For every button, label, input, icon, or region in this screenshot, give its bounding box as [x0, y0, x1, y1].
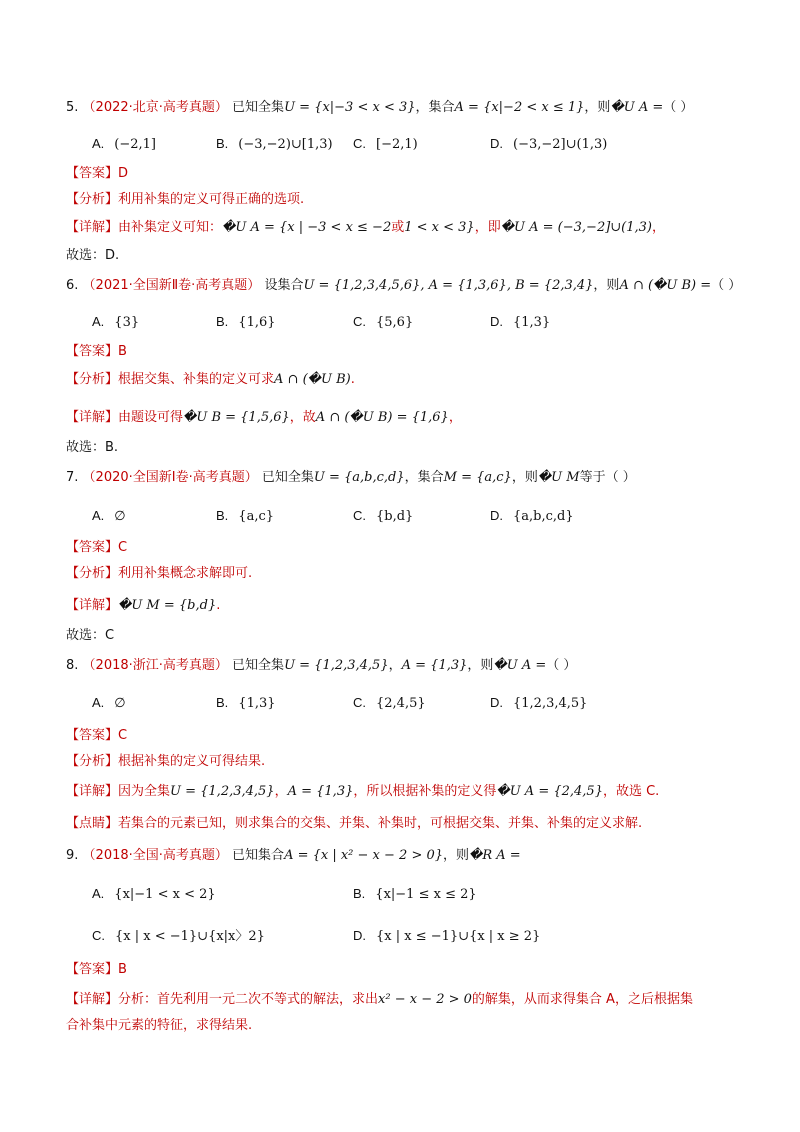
detail-math: �U M = {b,d} — [118, 598, 217, 613]
question-number: 5. — [66, 100, 79, 115]
detail-text: ， — [274, 784, 288, 799]
stem-math: �U A = — [493, 658, 547, 673]
answer-value: D — [118, 166, 129, 181]
option-a[interactable] — [92, 506, 126, 527]
option-value: {1,6} — [238, 315, 276, 330]
option-label: A. — [92, 314, 105, 329]
option-value: {5,6} — [376, 315, 414, 330]
analysis-line — [66, 564, 756, 584]
analysis-line — [66, 752, 756, 772]
analysis-tag: 【分析】 — [66, 192, 119, 207]
stem-text: 已知全集 — [232, 658, 285, 673]
point-text: 若集合的元素已知，则求集合的交集、并集、补集时，可根据交集、并集、补集的定义求解. — [118, 816, 643, 831]
option-a[interactable] — [92, 134, 156, 155]
detail-text: ， — [652, 220, 666, 235]
option-value: ∅ — [114, 509, 126, 524]
option-value: {a,b,c,d} — [513, 509, 574, 524]
question-5-stem — [66, 98, 756, 118]
option-value: {1,3} — [513, 315, 551, 330]
stem-math: A ∩ (�U B) = — [619, 278, 712, 293]
option-b[interactable] — [216, 134, 333, 155]
stem-math: A = {x|−2 < x ≤ 1} — [454, 100, 585, 115]
stem-text: ，则 — [593, 278, 620, 293]
option-value: {x | x ≤ −1}∪{x | x ≥ 2} — [376, 929, 541, 944]
analysis-text: 利用补集的定义可得正确的选项. — [118, 192, 305, 207]
option-c[interactable] — [353, 693, 426, 714]
option-label: A. — [92, 886, 105, 901]
option-value: {x|−1 ≤ x ≤ 2} — [375, 887, 477, 902]
conclusion-line: 故选：C — [66, 628, 115, 643]
option-label: B. — [216, 314, 229, 329]
stem-math: �R A = — [469, 848, 521, 863]
option-label: C. — [353, 136, 366, 151]
question-source: （2020·全国新Ⅰ卷·高考真题） — [82, 470, 258, 485]
stem-text: 已知全集 — [261, 470, 314, 485]
stem-text: ，集合 — [415, 100, 455, 115]
option-b[interactable] — [353, 884, 477, 905]
option-c[interactable] — [92, 926, 265, 947]
detail-line — [66, 218, 756, 238]
option-label: D. — [490, 508, 503, 523]
analysis-text: 根据补集的定义可得结果. — [118, 754, 266, 769]
answer-line — [66, 960, 756, 980]
stem-text: ，则 — [467, 658, 494, 673]
detail-tag: 【详解】 — [66, 598, 119, 613]
stem-text: 等于（ ） — [579, 470, 636, 485]
detail-math: �U A = {x | −3 < x ≤ −2 — [222, 220, 392, 235]
detail-text: 或 — [391, 220, 405, 235]
option-b[interactable] — [216, 312, 276, 333]
answer-line — [66, 342, 756, 362]
answer-value: C — [118, 540, 128, 555]
question-7-stem — [66, 468, 756, 488]
question-9-options-row2 — [92, 926, 732, 946]
detail-math: x² − x − 2 > 0 — [378, 992, 472, 1007]
option-value: (−2,1] — [114, 137, 157, 152]
option-value: {a,c} — [238, 509, 275, 524]
stem-text: ，则 — [584, 100, 611, 115]
option-label: B. — [216, 508, 229, 523]
question-number: 8. — [66, 658, 79, 673]
option-d[interactable] — [490, 693, 587, 714]
question-number: 7. — [66, 470, 79, 485]
detail-math: 1 < x < 3} — [404, 220, 475, 235]
detail-text: ，所以根据补集的定义得 — [353, 784, 497, 799]
detail-math: �U A = (−3,−2]∪(1,3) — [500, 220, 652, 235]
answer-tag: 【答案】 — [66, 728, 119, 743]
option-label: C. — [353, 508, 366, 523]
option-label: D. — [353, 928, 366, 943]
option-value: ∅ — [114, 696, 126, 711]
option-a[interactable] — [92, 884, 216, 905]
detail-line-2 — [66, 1016, 756, 1036]
question-6-options — [92, 312, 732, 332]
option-label: A. — [92, 136, 105, 151]
option-value: (−3,−2)∪[1,3) — [238, 137, 333, 152]
question-source: （2022·北京·高考真题） — [82, 100, 228, 115]
stem-math: U = {1,2,3,4,5} — [284, 658, 389, 673]
answer-tag: 【答案】 — [66, 540, 119, 555]
analysis-text: 利用补集概念求解即可. — [118, 566, 253, 581]
detail-tag: 【详解】 — [66, 410, 119, 425]
analysis-text: . — [350, 372, 355, 387]
option-label: D. — [490, 314, 503, 329]
option-d[interactable] — [490, 134, 607, 155]
stem-math: U = {x|−3 < x < 3} — [284, 100, 416, 115]
option-label: A. — [92, 508, 105, 523]
stem-math: �U A = — [610, 100, 664, 115]
option-d[interactable] — [353, 926, 540, 947]
answer-line — [66, 726, 756, 746]
stem-text: （ ） — [546, 658, 577, 673]
option-label: D. — [490, 695, 503, 710]
stem-text: 已知全集 — [232, 100, 285, 115]
question-number: 6. — [66, 278, 79, 293]
detail-tag: 【详解】 — [66, 992, 119, 1007]
stem-math: U = {1,2,3,4,5,6}, A = {1,3,6}, B = {2,3,4} — [303, 278, 594, 293]
point-line — [66, 814, 756, 834]
stem-math: �U M — [537, 470, 580, 485]
option-a[interactable] — [92, 312, 139, 333]
question-source: （2021·全国新Ⅱ卷·高考真题） — [82, 278, 261, 293]
detail-math: �U B = {1,5,6} — [183, 410, 290, 425]
option-label: C. — [353, 695, 366, 710]
stem-text: 设集合 — [264, 278, 304, 293]
answer-value: B — [118, 344, 127, 359]
detail-text: . — [216, 598, 221, 613]
option-label: B. — [216, 695, 229, 710]
analysis-math: A ∩ (�U B) — [274, 372, 351, 387]
stem-text: （ ） — [711, 278, 742, 293]
option-a[interactable] — [92, 693, 126, 714]
question-7-options — [92, 506, 732, 526]
option-label: B. — [353, 886, 366, 901]
answer-tag: 【答案】 — [66, 344, 119, 359]
stem-text: ， — [388, 658, 402, 673]
option-value: {b,d} — [376, 509, 414, 524]
option-value: {x | x < −1}∪{x|x〉2} — [115, 929, 265, 944]
option-value: {2,4,5} — [376, 696, 426, 711]
option-value: {3} — [114, 315, 140, 330]
question-9-options-row1 — [92, 884, 732, 904]
option-label: C. — [92, 928, 105, 943]
conclusion-line: 故选：D. — [66, 248, 120, 263]
option-label: D. — [490, 136, 503, 151]
detail-text: 由补集定义可知： — [118, 220, 223, 235]
analysis-text: 根据交集、补集的定义可求 — [118, 372, 275, 387]
answer-tag: 【答案】 — [66, 962, 119, 977]
answer-tag: 【答案】 — [66, 166, 119, 181]
stem-math: A = {x | x² − x − 2 > 0} — [284, 848, 444, 863]
detail-math: �U A = {2,4,5} — [496, 784, 603, 799]
answer-value: B — [118, 962, 127, 977]
point-tag: 【点睛】 — [66, 816, 119, 831]
detail-tag: 【详解】 — [66, 784, 119, 799]
question-5-options — [92, 134, 732, 154]
answer-value: C — [118, 728, 128, 743]
analysis-tag: 【分析】 — [66, 566, 119, 581]
option-value: {1,3} — [238, 696, 276, 711]
option-value: {x|−1 < x < 2} — [114, 887, 216, 902]
option-d[interactable] — [490, 312, 550, 333]
detail-math: U = {1,2,3,4,5} — [170, 784, 275, 799]
option-value: (−3,−2]∪(1,3) — [513, 137, 608, 152]
stem-text: ，集合 — [404, 470, 444, 485]
detail-line — [66, 782, 756, 802]
option-c[interactable] — [353, 506, 413, 527]
stem-text: 已知集合 — [232, 848, 285, 863]
answer-line — [66, 164, 756, 184]
detail-text: 由题设可得 — [118, 410, 184, 425]
option-label: B. — [216, 136, 229, 151]
option-label: C. — [353, 314, 366, 329]
detail-text: ，故选 C. — [602, 784, 660, 799]
option-d[interactable] — [490, 506, 574, 527]
analysis-tag: 【分析】 — [66, 754, 119, 769]
detail-text: 分析：首先利用一元二次不等式的解法，求出 — [118, 992, 379, 1007]
option-b[interactable] — [216, 506, 274, 527]
analysis-line — [66, 190, 756, 210]
detail-text: 的解集，从而求得集合 A，之后根据集 — [471, 992, 693, 1007]
option-c[interactable] — [353, 134, 418, 155]
option-value: {1,2,3,4,5} — [513, 696, 588, 711]
option-label: A. — [92, 695, 105, 710]
option-value: [−2,1) — [376, 137, 418, 152]
stem-math: U = {a,b,c,d} — [313, 470, 405, 485]
question-source: （2018·全国·高考真题） — [82, 848, 228, 863]
detail-text: ，故 — [289, 410, 316, 425]
detail-line — [66, 408, 756, 428]
detail-text: ， — [448, 410, 462, 425]
analysis-tag: 【分析】 — [66, 372, 119, 387]
question-6-stem — [66, 276, 756, 296]
detail-text: ，即 — [474, 220, 501, 235]
stem-math: A = {1,3} — [401, 658, 468, 673]
question-number: 9. — [66, 848, 79, 863]
stem-text: ，则 — [511, 470, 538, 485]
stem-text: （ ） — [663, 100, 694, 115]
conclusion-line: 故选：B. — [66, 440, 119, 455]
stem-math: M = {a,c} — [443, 470, 512, 485]
detail-text: 因为全集 — [118, 784, 171, 799]
detail-math: A = {1,3} — [287, 784, 354, 799]
stem-text: ，则 — [443, 848, 470, 863]
detail-text: 合补集中元素的特征，求得结果. — [66, 1018, 253, 1033]
question-source: （2018·浙江·高考真题） — [82, 658, 228, 673]
analysis-line — [66, 370, 756, 390]
question-8-options — [92, 693, 732, 713]
detail-line — [66, 990, 756, 1010]
detail-math: A ∩ (�U B) = {1,6} — [315, 410, 449, 425]
detail-tag: 【详解】 — [66, 220, 119, 235]
option-b[interactable] — [216, 693, 276, 714]
question-8-stem — [66, 656, 756, 676]
option-c[interactable] — [353, 312, 413, 333]
question-9-stem — [66, 846, 756, 866]
detail-line — [66, 596, 756, 616]
answer-line — [66, 538, 756, 558]
